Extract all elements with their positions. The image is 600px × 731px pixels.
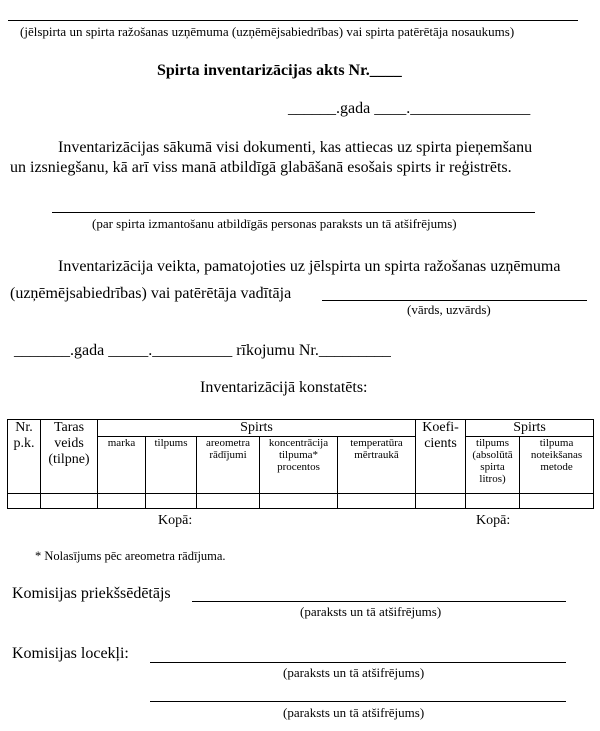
inventory-table: [7, 419, 594, 509]
table-cell[interactable]: [8, 494, 41, 509]
footnote: * Nolasījums pēc areometra rādījuma.: [35, 549, 226, 563]
group-header-spirts-2: Spirts: [466, 420, 594, 437]
column-header-marka: marka: [98, 437, 146, 494]
table-cell[interactable]: [520, 494, 594, 509]
chair-signature-line[interactable]: [192, 601, 566, 602]
table-cell[interactable]: [338, 494, 416, 509]
chair-signature-caption: (paraksts un tā atšifrējums): [300, 604, 442, 619]
document-title: [157, 62, 402, 80]
total-label-spirts: Kopā:: [158, 513, 193, 528]
table-cell[interactable]: [41, 494, 98, 509]
act-number-blank[interactable]: ____: [369, 62, 402, 79]
member-2-signature-line[interactable]: [150, 701, 566, 702]
table-cell[interactable]: [98, 494, 146, 509]
basis-line-1: Inventarizācija veikta, pamatojoties uz jēlspirta un spirta ražošanas uzņēmuma: [58, 258, 561, 275]
intro-line-1: Inventarizācijas sākumā visi dokumenti, kas attiecas uz spirta pieņemšanu: [58, 139, 533, 156]
member-2-signature-caption: (paraksts un tā atšifrējums): [283, 705, 425, 720]
found-heading: Inventarizācijā konstatēts:: [200, 379, 368, 396]
column-header-koeficients: Koefi-cients: [416, 420, 466, 494]
manager-name-line[interactable]: [322, 300, 587, 301]
intro-line-2: un izsniegšanu, kā arī viss manā atbildīgā glabāšanā esošais spirts ir reģistrēts.: [10, 159, 512, 176]
column-header-tilpums: tilpums: [146, 437, 197, 494]
column-header-areometra: areometra rādījumi: [197, 437, 260, 494]
act-date-line[interactable]: ______.gada ____._______________: [288, 100, 531, 117]
column-header-taras-veids: Taras veids (tilpne): [41, 420, 98, 494]
table-row: [8, 494, 594, 509]
organisation-name-line[interactable]: [8, 20, 578, 21]
column-header-nr: Nr. p.k.: [8, 420, 41, 494]
column-header-koncentracija: koncentrācija tilpuma* procentos: [260, 437, 338, 494]
document-title-text: Spirta inventarizācijas akts Nr.: [157, 62, 370, 79]
table-cell[interactable]: [416, 494, 466, 509]
organisation-name-caption: (jēlspirta un spirta ražošanas uzņēmuma (uzņēmējsabiedrības) vai spirta patērētāja nosaukums): [20, 24, 515, 39]
responsible-signature-line[interactable]: [52, 212, 535, 213]
member-1-signature-line[interactable]: [150, 662, 566, 663]
table-cell[interactable]: [260, 494, 338, 509]
total-label-absolute-volume: Kopā:: [476, 513, 511, 528]
column-header-temperatura: temperatūra mērtraukā: [338, 437, 416, 494]
group-header-spirts: Spirts: [98, 420, 416, 437]
column-header-noteiksanas-metode: tilpuma noteikšanas metode: [520, 437, 594, 494]
manager-name-caption: (vārds, uzvārds): [407, 302, 491, 317]
table-cell[interactable]: [197, 494, 260, 509]
column-header-tilpums-absoluta: tilpums (absolūtā spirta litros): [466, 437, 520, 494]
table-cell[interactable]: [466, 494, 520, 509]
table-cell[interactable]: [146, 494, 197, 509]
responsible-signature-caption: (par spirta izmantošanu atbildīgās personas paraksts un tā atšifrējums): [92, 216, 457, 231]
member-1-signature-caption: (paraksts un tā atšifrējums): [283, 665, 425, 680]
basis-line-2: (uzņēmējsabiedrības) vai patērētāja vadītāja: [10, 285, 292, 302]
order-date-line[interactable]: _______.gada _____.__________ rīkojumu Nr._________: [14, 342, 391, 359]
commission-chair-label: Komisijas priekšsēdētājs: [12, 585, 171, 602]
commission-members-label: Komisijas locekļi:: [12, 645, 129, 662]
